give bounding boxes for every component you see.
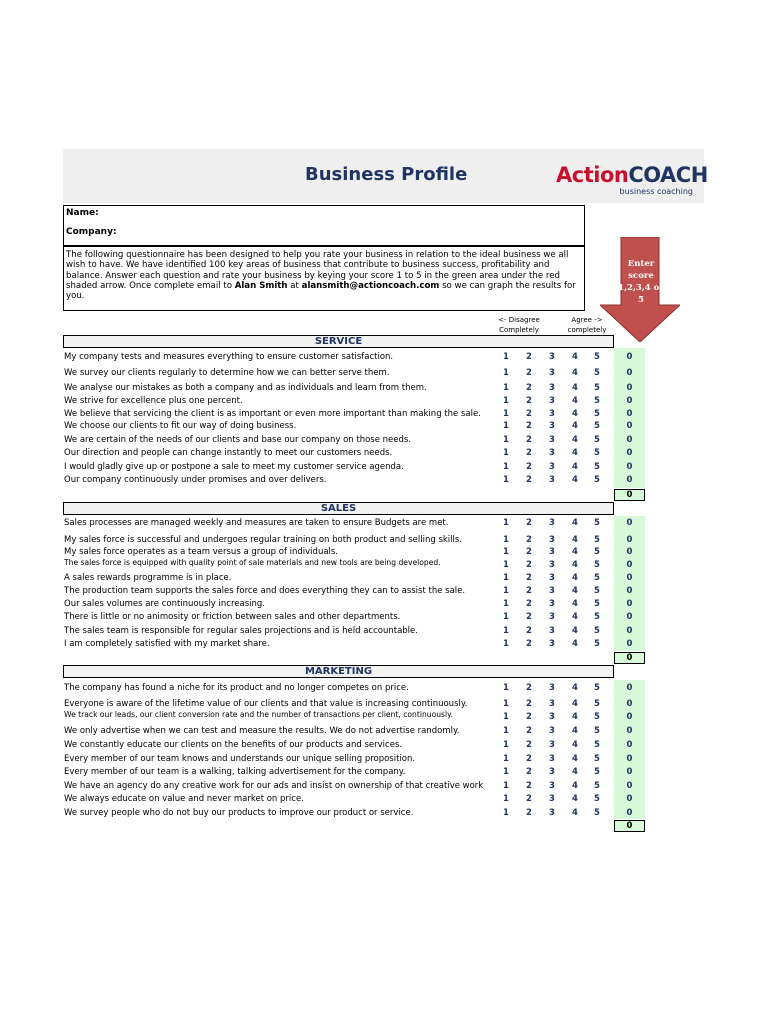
rating-option[interactable]: 4 <box>572 573 578 583</box>
rating-option[interactable]: 4 <box>572 535 578 545</box>
rating-option[interactable]: 4 <box>572 368 578 378</box>
rating-option[interactable]: 4 <box>572 547 578 557</box>
rating-option[interactable]: 5 <box>594 368 600 378</box>
rating-option[interactable]: 2 <box>526 475 532 485</box>
question-text: The sales force is equipped with quality point of sale materials and new tools are being developed. <box>64 559 441 567</box>
rating-option[interactable]: 3 <box>549 740 555 750</box>
rating-option[interactable]: 2 <box>526 599 532 609</box>
rating-option[interactable]: 1 <box>503 573 509 583</box>
rating-option[interactable]: 3 <box>549 683 555 693</box>
rating-option[interactable]: 2 <box>526 396 532 406</box>
score-cell[interactable]: 0 <box>626 612 633 622</box>
rating-option[interactable]: 2 <box>526 726 532 736</box>
rating-option[interactable]: 4 <box>572 435 578 445</box>
rating-option[interactable]: 4 <box>572 448 578 458</box>
section-header: MARKETING <box>63 665 614 678</box>
question-text: Everyone is aware of the lifetime value of our clients and that value is increasing continuously. <box>64 699 468 709</box>
rating-option[interactable]: 3 <box>549 368 555 378</box>
score-cell[interactable]: 0 <box>626 699 633 709</box>
rating-option[interactable]: 4 <box>572 626 578 636</box>
rating-option[interactable]: 5 <box>594 639 600 649</box>
rating-option[interactable]: 4 <box>572 586 578 596</box>
question-text: Our sales volumes are continuously increasing. <box>64 599 265 609</box>
rating-option[interactable]: 2 <box>526 639 532 649</box>
rating-option[interactable]: 3 <box>549 409 555 419</box>
rating-option[interactable]: 4 <box>572 518 578 528</box>
rating-option[interactable]: 1 <box>503 383 509 393</box>
rating-option[interactable]: 1 <box>503 626 509 636</box>
rating-option[interactable]: 2 <box>526 383 532 393</box>
rating-option[interactable]: 4 <box>572 409 578 419</box>
rating-option[interactable]: 1 <box>503 462 509 472</box>
rating-option[interactable]: 4 <box>572 726 578 736</box>
rating-option[interactable]: 1 <box>503 726 509 736</box>
rating-option[interactable]: 2 <box>526 767 532 777</box>
section-header: SERVICE <box>63 335 614 348</box>
rating-option[interactable]: 3 <box>549 573 555 583</box>
question-text: We choose our clients to fit our way of doing business. <box>64 421 297 431</box>
score-cell[interactable]: 0 <box>626 726 633 736</box>
question-text: Sales processes are managed weekly and measures are taken to ensure Budgets are met. <box>64 518 449 528</box>
rating-option[interactable]: 1 <box>503 586 509 596</box>
rating-option[interactable]: 1 <box>503 368 509 378</box>
rating-option[interactable]: 4 <box>572 794 578 804</box>
actioncoach-logo <box>556 163 708 200</box>
rating-option[interactable]: 4 <box>572 740 578 750</box>
score-cell[interactable]: 0 <box>626 626 633 636</box>
rating-option[interactable]: 1 <box>503 409 509 419</box>
rating-option[interactable]: 1 <box>503 599 509 609</box>
rating-option[interactable]: 2 <box>526 560 532 570</box>
rating-option[interactable]: 3 <box>549 435 555 445</box>
question-text: There is little or no animosity or friction between sales and other departments. <box>64 612 401 622</box>
question-text: Every member of our team is a walking, talking advertisement for the company. <box>64 767 406 777</box>
score-cell[interactable]: 0 <box>626 712 633 722</box>
rating-option[interactable]: 2 <box>526 518 532 528</box>
rating-option[interactable]: 5 <box>594 699 600 709</box>
rating-option[interactable]: 2 <box>526 573 532 583</box>
rating-option[interactable]: 4 <box>572 612 578 622</box>
rating-option[interactable]: 4 <box>572 808 578 818</box>
score-cell[interactable]: 0 <box>626 518 633 528</box>
rating-option[interactable]: 5 <box>594 547 600 557</box>
rating-option[interactable]: 1 <box>503 435 509 445</box>
rating-option[interactable]: 4 <box>572 462 578 472</box>
rating-option[interactable]: 3 <box>549 383 555 393</box>
rating-option[interactable]: 5 <box>594 518 600 528</box>
question-text: We always educate on value and never market on price. <box>64 794 304 804</box>
score-cell[interactable]: 0 <box>626 435 633 445</box>
rating-option[interactable]: 4 <box>572 383 578 393</box>
rating-option[interactable]: 5 <box>594 781 600 791</box>
question-text: I would gladly give up or postpone a sale to meet my customer service agenda. <box>64 462 404 472</box>
rating-option[interactable]: 5 <box>594 560 600 570</box>
rating-option[interactable]: 3 <box>549 547 555 557</box>
rating-option[interactable]: 1 <box>503 560 509 570</box>
rating-option[interactable]: 3 <box>549 712 555 722</box>
score-cell[interactable]: 0 <box>626 448 633 458</box>
rating-option[interactable]: 5 <box>594 383 600 393</box>
question-text: A sales rewards programme is in place. <box>64 573 232 583</box>
question-text: We track our leads, our client conversion rate and the number of transactions per client, continuously. <box>64 711 453 719</box>
score-cell[interactable]: 0 <box>626 586 633 596</box>
rating-option[interactable]: 3 <box>549 626 555 636</box>
rating-option[interactable]: 3 <box>549 808 555 818</box>
rating-option[interactable]: 4 <box>572 639 578 649</box>
question-text: My company tests and measures everything to ensure customer satisfaction. <box>64 352 394 362</box>
rating-option[interactable]: 2 <box>526 740 532 750</box>
rating-option[interactable]: 5 <box>594 726 600 736</box>
section-header: SALES <box>63 502 614 515</box>
section-total: 0 <box>614 652 645 664</box>
rating-option[interactable]: 5 <box>594 462 600 472</box>
rating-option[interactable]: 4 <box>572 396 578 406</box>
score-cell[interactable]: 0 <box>626 409 633 419</box>
rating-option[interactable]: 2 <box>526 754 532 764</box>
question-text: We analyse our mistakes as both a company and as individuals and learn from them. <box>64 383 427 393</box>
rating-option[interactable]: 1 <box>503 639 509 649</box>
rating-option[interactable]: 5 <box>594 794 600 804</box>
rating-option[interactable]: 2 <box>526 626 532 636</box>
rating-option[interactable]: 5 <box>594 754 600 764</box>
rating-option[interactable]: 4 <box>572 421 578 431</box>
score-cell[interactable]: 0 <box>626 421 633 431</box>
score-cell[interactable]: 0 <box>626 535 633 545</box>
section-total: 0 <box>614 489 645 501</box>
rating-option[interactable]: 5 <box>594 448 600 458</box>
rating-option[interactable]: 3 <box>549 448 555 458</box>
rating-option[interactable]: 3 <box>549 726 555 736</box>
score-cell[interactable]: 0 <box>626 808 633 818</box>
question-text: We strive for excellence plus one percent. <box>64 396 243 406</box>
rating-option[interactable]: 2 <box>526 794 532 804</box>
rating-option[interactable]: 3 <box>549 462 555 472</box>
rating-option[interactable]: 5 <box>594 352 600 362</box>
score-cell[interactable]: 0 <box>626 781 633 791</box>
rating-option[interactable]: 2 <box>526 699 532 709</box>
rating-option[interactable]: 5 <box>594 435 600 445</box>
rating-option[interactable]: 2 <box>526 712 532 722</box>
rating-option[interactable]: 3 <box>549 639 555 649</box>
rating-option[interactable]: 2 <box>526 352 532 362</box>
rating-option[interactable]: 4 <box>572 781 578 791</box>
arrow-text: Enter score 1,2,3,4 or 5 <box>618 259 664 305</box>
score-cell[interactable]: 0 <box>626 475 633 485</box>
logo-part-action: Action <box>556 163 629 187</box>
question-text: We survey people who do not buy our products to improve our product or service. <box>64 808 414 818</box>
score-cell[interactable]: 0 <box>626 794 633 804</box>
rating-option[interactable]: 5 <box>594 683 600 693</box>
question-text: The production team supports the sales force and does everything they can to assist the sale. <box>64 586 466 596</box>
rating-option[interactable]: 1 <box>503 352 509 362</box>
logo-tagline: business coaching <box>619 187 693 196</box>
question-text: My sales force is successful and undergoes regular training on both product and selling skills. <box>64 535 463 545</box>
rating-option[interactable]: 4 <box>572 475 578 485</box>
question-text: We only advertise when we can test and measure the results. We do not advertise randomly. <box>64 726 460 736</box>
score-cell[interactable]: 0 <box>626 740 633 750</box>
rating-option[interactable]: 3 <box>549 396 555 406</box>
score-cell[interactable]: 0 <box>626 383 633 393</box>
rating-option[interactable]: 2 <box>526 535 532 545</box>
rating-option[interactable]: 5 <box>594 740 600 750</box>
rating-option[interactable]: 2 <box>526 368 532 378</box>
rating-option[interactable]: 4 <box>572 683 578 693</box>
rating-option[interactable]: 5 <box>594 409 600 419</box>
rating-option[interactable]: 3 <box>549 794 555 804</box>
score-cell[interactable]: 0 <box>626 560 633 570</box>
intro-text: The following questionnaire has been designed to help you rate your business in relation to the ideal business we all wish to have. We have identified 100 key areas of business that contribute to business success, profitability and balance. Answer each question and rate your business by keying your score 1 to 5 in the green area under the red shaded arrow. Once complete email to Alan Smith at alansmith@actioncoach.com so we can graph the results for you. <box>66 250 576 302</box>
rating-option[interactable]: 5 <box>594 396 600 406</box>
rating-option[interactable]: 3 <box>549 586 555 596</box>
rating-option[interactable]: 5 <box>594 612 600 622</box>
rating-option[interactable]: 1 <box>503 396 509 406</box>
score-cell[interactable]: 0 <box>626 573 633 583</box>
question-text: The company has found a niche for its product and no longer competes on price. <box>64 683 409 693</box>
company-label: Company: <box>66 227 117 237</box>
rating-option[interactable]: 3 <box>549 599 555 609</box>
rating-option[interactable]: 3 <box>549 352 555 362</box>
rating-option[interactable]: 1 <box>503 518 509 528</box>
rating-option[interactable]: 3 <box>549 781 555 791</box>
rating-option[interactable]: 2 <box>526 448 532 458</box>
score-cell[interactable]: 0 <box>626 368 633 378</box>
rating-option[interactable]: 2 <box>526 462 532 472</box>
name-label: Name: <box>66 208 99 218</box>
question-text: I am completely satisfied with my market share. <box>64 639 270 649</box>
question-text: We survey our clients regularly to determine how we can better serve them. <box>64 368 390 378</box>
rating-option[interactable]: 1 <box>503 535 509 545</box>
rating-option[interactable]: 2 <box>526 435 532 445</box>
rating-option[interactable]: 5 <box>594 586 600 596</box>
rating-option[interactable]: 1 <box>503 475 509 485</box>
score-cell[interactable]: 0 <box>626 767 633 777</box>
rating-option[interactable]: 5 <box>594 421 600 431</box>
rating-option[interactable]: 5 <box>594 626 600 636</box>
logo-part-coach: COACH <box>628 163 708 187</box>
question-text: Every member of our team knows and understands our unique selling proposition. <box>64 754 416 764</box>
rating-option[interactable]: 3 <box>549 767 555 777</box>
intro-box <box>63 246 585 311</box>
rating-option[interactable]: 2 <box>526 421 532 431</box>
rating-option[interactable]: 1 <box>503 754 509 764</box>
rating-option[interactable]: 2 <box>526 409 532 419</box>
question-text: We are certain of the needs of our clients and base our company on those needs. <box>64 435 412 445</box>
rating-option[interactable]: 3 <box>549 560 555 570</box>
rating-option[interactable]: 2 <box>526 612 532 622</box>
question-text: We believe that servicing the client is as important or even more important than making the sale. <box>64 409 481 419</box>
rating-option[interactable]: 3 <box>549 754 555 764</box>
rating-option[interactable]: 3 <box>549 518 555 528</box>
rating-option[interactable]: 4 <box>572 560 578 570</box>
question-text: We have an agency do any creative work for our ads and insist on ownership of that creative work <box>64 781 484 791</box>
rating-option[interactable]: 3 <box>549 475 555 485</box>
rating-option[interactable]: 1 <box>503 712 509 722</box>
rating-option[interactable]: 2 <box>526 781 532 791</box>
score-cell[interactable]: 0 <box>626 639 633 649</box>
rating-option[interactable]: 4 <box>572 352 578 362</box>
rating-option[interactable]: 1 <box>503 699 509 709</box>
rating-option[interactable]: 4 <box>572 712 578 722</box>
rating-option[interactable]: 4 <box>572 699 578 709</box>
section-total: 0 <box>614 820 645 832</box>
rating-option[interactable]: 2 <box>526 547 532 557</box>
rating-option[interactable]: 5 <box>594 535 600 545</box>
rating-option[interactable]: 5 <box>594 599 600 609</box>
question-text: The sales team is responsible for regular sales projections and is held accountable. <box>64 626 418 636</box>
rating-option[interactable]: 3 <box>549 535 555 545</box>
rating-option[interactable]: 5 <box>594 767 600 777</box>
rating-option[interactable]: 2 <box>526 808 532 818</box>
rating-option[interactable]: 1 <box>503 767 509 777</box>
rating-option[interactable]: 5 <box>594 475 600 485</box>
rating-option[interactable]: 2 <box>526 683 532 693</box>
rating-option[interactable]: 1 <box>503 794 509 804</box>
rating-option[interactable]: 1 <box>503 683 509 693</box>
rating-option[interactable]: 1 <box>503 448 509 458</box>
question-text: Our direction and people can change instantly to meet our customers needs. <box>64 448 393 458</box>
rating-option[interactable]: 1 <box>503 781 509 791</box>
scale-agree-label: Agree -> completely <box>567 316 607 334</box>
rating-option[interactable]: 2 <box>526 586 532 596</box>
rating-option[interactable]: 5 <box>594 712 600 722</box>
rating-option[interactable]: 4 <box>572 767 578 777</box>
rating-option[interactable]: 1 <box>503 740 509 750</box>
rating-option[interactable]: 1 <box>503 421 509 431</box>
page-title: Business Profile <box>305 164 468 185</box>
rating-option[interactable]: 5 <box>594 573 600 583</box>
rating-option[interactable]: 3 <box>549 612 555 622</box>
score-cell[interactable]: 0 <box>626 352 633 362</box>
score-cell[interactable]: 0 <box>626 754 633 764</box>
rating-option[interactable]: 3 <box>549 421 555 431</box>
question-text: My sales force operates as a team versus a group of individuals. <box>64 547 339 557</box>
rating-option[interactable]: 4 <box>572 599 578 609</box>
question-text: Our company continuously under promises and over delivers. <box>64 475 327 485</box>
score-cell[interactable]: 0 <box>626 683 633 693</box>
rating-option[interactable]: 5 <box>594 808 600 818</box>
rating-option[interactable]: 1 <box>503 808 509 818</box>
rating-option[interactable]: 1 <box>503 612 509 622</box>
score-cell[interactable]: 0 <box>626 599 633 609</box>
name-company-box[interactable] <box>63 205 585 246</box>
score-cell[interactable]: 0 <box>626 547 633 557</box>
score-cell[interactable]: 0 <box>626 396 633 406</box>
rating-option[interactable]: 3 <box>549 699 555 709</box>
rating-option[interactable]: 1 <box>503 547 509 557</box>
rating-option[interactable]: 4 <box>572 754 578 764</box>
scale-disagree-label: <- Disagree Completely <box>498 316 540 334</box>
question-text: We constantly educate our clients on the benefits of our products and services. <box>64 740 403 750</box>
score-cell[interactable]: 0 <box>626 462 633 472</box>
